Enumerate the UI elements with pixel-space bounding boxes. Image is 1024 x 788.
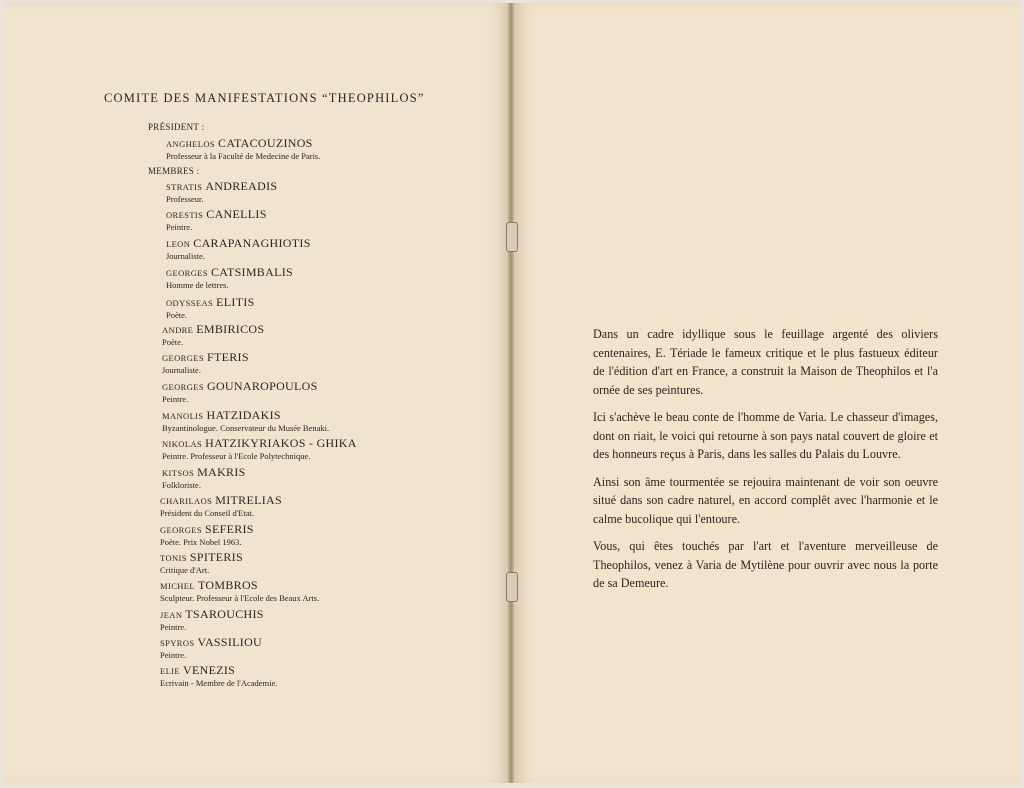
members-label: MEMBRES : [148,166,200,176]
member-description: Critique d'Art. [160,565,210,575]
first-name: GEORGES [160,525,202,535]
last-name: VENEZIS [183,663,236,677]
staple-bottom [506,572,518,602]
member-description: Président du Conseil d'Etat. [160,508,255,518]
member-entry [160,608,264,632]
member-description: Peintre. Professeur à l'Ecole Polytechnique. [162,451,311,461]
member-entry [166,296,255,320]
member-entry [162,409,329,433]
last-name: HATZIKYRIAKOS - GHIKA [205,436,357,450]
member-description: Poète. [162,337,184,347]
first-name: ELIE [160,666,181,676]
first-name: ANDRE [162,325,194,335]
paragraph: Dans un cadre idyllique sous le feuillage argenté des oliviers centenaires, E. Tériade le fameux critique et le plus fastueux éditeur de l'édition d'art en France, a construit la Maison de Theophilos et l'a ornée de ses peintures. [593,327,938,397]
member-description: Professeur. [166,194,204,204]
last-name: CATSIMBALIS [211,265,293,279]
member-description: Poète. Prix Nobel 1963. [160,537,242,547]
last-name: VASSILIOU [197,635,263,649]
member-description: Peintre. [160,650,187,660]
member-description: Peintre. [160,622,187,632]
last-name: ANDREADIS [205,179,278,193]
binding-gutter [508,3,514,783]
last-name: SPITERIS [189,550,243,564]
member-entry [166,180,277,204]
last-name: TSAROUCHIS [185,607,264,621]
member-entry [160,494,282,518]
member-entry [160,551,243,575]
member-entry [162,351,249,375]
member-entry [160,579,319,603]
last-name: CATACOUZINOS [218,136,313,150]
member-entry [166,208,267,232]
member-entry [166,266,293,290]
member-entry [162,437,357,461]
first-name: KITSOS [162,468,195,478]
committee-heading: COMITE DES MANIFESTATIONS “THEOPHILOS” [104,91,425,105]
last-name: CARAPANAGHIOTIS [193,236,311,250]
last-name: FTERIS [207,350,249,364]
member-entry [162,323,264,347]
first-name: GEORGES [162,382,204,392]
first-name: ANGHELOS [166,139,216,149]
member-entry [166,237,311,261]
first-name: MICHEL [160,581,195,591]
member-description: Peintre. [162,394,189,404]
body-text [593,325,938,602]
last-name: ELITIS [216,295,255,309]
paragraph: Ici s'achève le beau conte de l'homme de Varia. Le chasseur d'images, dont on riait, le voici qui retourne à son pays natal couvert de gloire et des honneurs reçus à Paris, dans les salles du Palais du Louvre. [593,410,938,461]
president-entry [166,137,320,161]
last-name: GOUNAROPOULOS [207,379,318,393]
staple-top [506,222,518,252]
member-description: Byzantinologue. Conservateur du Musée Benaki. [162,423,330,433]
member-description: Poète. [166,310,188,320]
first-name: ORESTIS [166,210,204,220]
member-description: Journaliste. [166,251,205,261]
first-name: STRATIS [166,182,203,192]
last-name: HATZIDAKIS [206,408,281,422]
paragraph: Ainsi son âme tourmentée se rejouira maintenant de voir son oeuvre situé dans son cadre naturel, en accord complêt avec l'harmonie et le calme bucolique qui l'entoure. [593,474,938,526]
first-name: LEON [166,239,191,249]
member-entry [162,380,318,404]
member-entry [162,466,246,490]
last-name: EMBIRICOS [196,322,265,336]
first-name: SPYROS [160,638,195,648]
member-description: Sculpteur. Professeur à l'Ecole des Beaux Arts. [160,593,320,603]
last-name: MAKRIS [197,465,246,479]
last-name: SEFERIS [205,522,254,536]
member-description: Professeur à la Faculté de Medecine de Paris. [166,151,321,161]
member-description: Folkloriste. [162,480,201,490]
last-name: TOMBROS [197,578,258,592]
member-description: Ecrivain - Membre de l'Academie. [160,678,278,688]
first-name: JEAN [160,610,183,620]
first-name: CHARILAOS [160,496,213,506]
member-description: Journaliste. [162,365,201,375]
last-name: CANELLIS [206,207,267,221]
member-entry [160,523,254,547]
first-name: NIKOLAS [162,439,203,449]
president-label: PRÉSIDENT : [148,122,205,132]
last-name: MITRELIAS [215,493,282,507]
first-name: GEORGES [162,353,204,363]
member-entry [160,636,262,660]
member-description: Peintre. [166,222,193,232]
first-name: MANOLIS [162,411,204,421]
first-name: ODYSSEAS [166,298,214,308]
first-name: GEORGES [166,268,208,278]
member-description: Homme de lettres. [166,280,229,290]
member-entry [160,664,277,688]
paragraph: Vous, qui êtes touchés par l'art et l'aventure merveilleuse de Theophilos, venez à Varia de Mytilène pour ouvrir avec nous la porte de sa Demeure. [593,539,938,590]
first-name: TONIS [160,553,187,563]
